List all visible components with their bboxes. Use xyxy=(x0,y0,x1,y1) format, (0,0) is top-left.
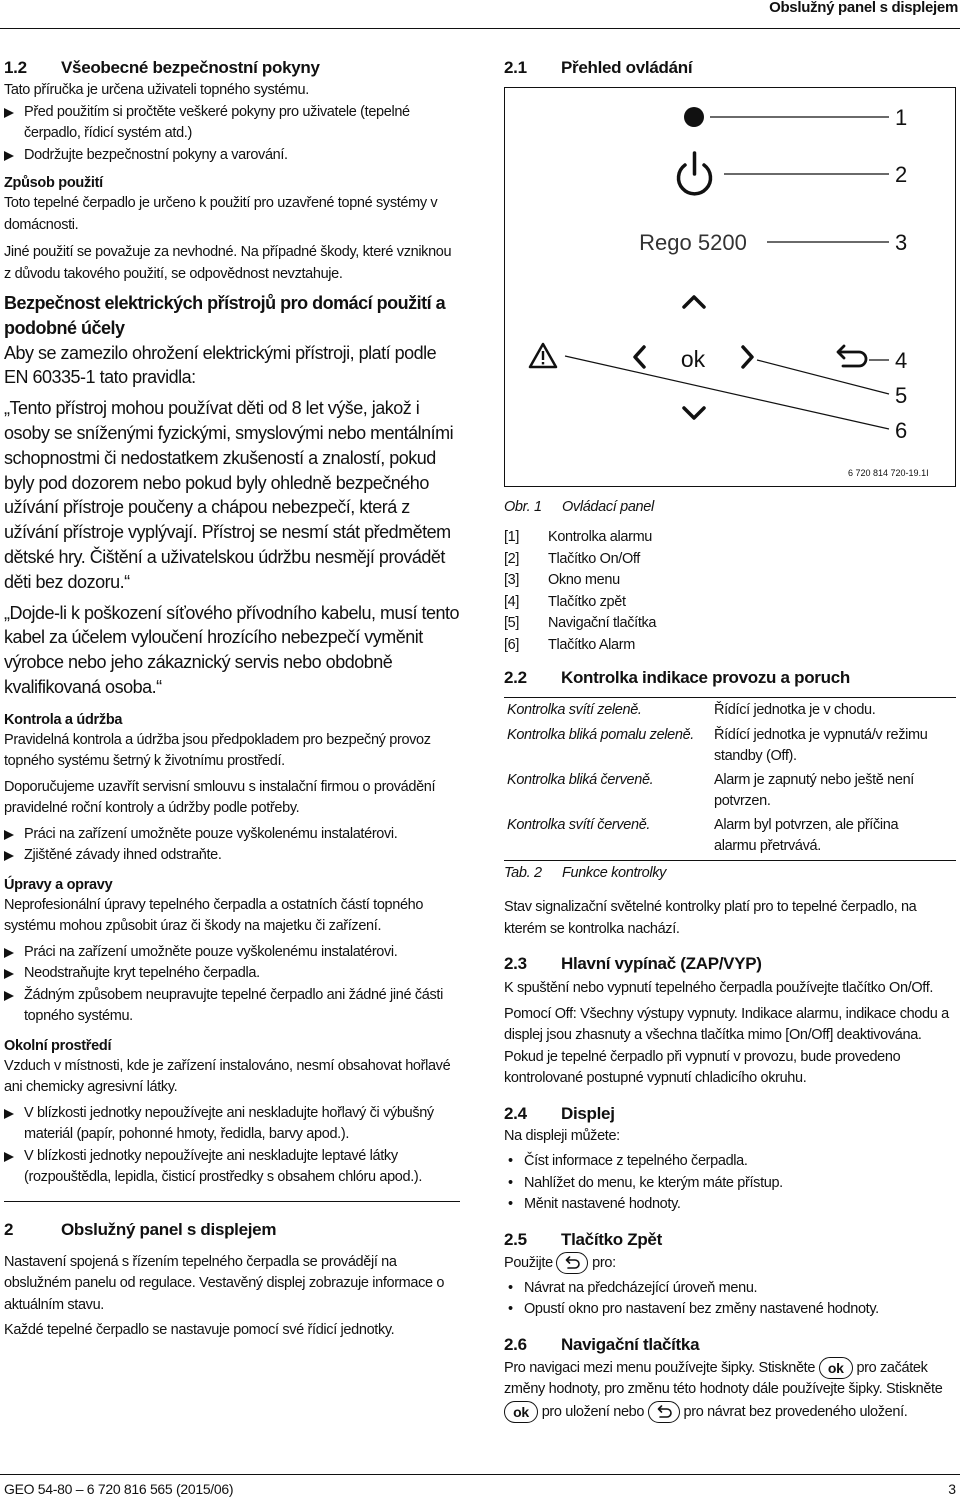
paragraph: Jiné použití se považuje za nevhodné. Na případné škody, které vzniknou z důvodu takového použití, se odpovědnost nevztahuje. xyxy=(4,244,452,282)
heading-text: Hlavní vypínač (ZAP/VYP) xyxy=(561,954,762,973)
heading-number: 2.5 xyxy=(504,1229,527,1249)
section-2-6-heading xyxy=(504,1335,956,1357)
heading-number: 2.3 xyxy=(504,954,527,973)
legend-item xyxy=(504,527,956,549)
legend-number: [5] xyxy=(504,615,520,631)
heading-text: Přehled ovládání xyxy=(561,58,693,77)
heading-number: 2.1 xyxy=(504,58,527,77)
legend-item xyxy=(504,570,956,592)
paragraph: Stav signalizační světelné kontrolky platí pro to tepelné čerpadlo, na kterém se kontrolka nachází. xyxy=(504,899,917,937)
up-arrow-icon xyxy=(684,297,704,307)
heading-text: Obslužný panel s displejem xyxy=(61,1219,277,1239)
back-icon xyxy=(838,346,866,366)
text-fragment: změny hodnoty, pro změnu této hodnoty dále používejte šipky. xyxy=(504,1381,883,1398)
list-item: • Nahlížet do menu, ke kterým máte přístup. xyxy=(504,1173,956,1195)
legend-text: Okno menu xyxy=(548,572,620,588)
safety-quote: „Tento přístroj mohou používat děti od 8 let výše, jakož i osoby se sníženými fyzickými, smyslovými nebo mentálními schopnostmi či nedostatkem zkušeností a znalostí, pokud byly pod dozorem nebo pokud byly ohledně bezpečného užívání přístroje poučeny a chápou nebezpečí, která z užívání přístroje vyplývají. Přístroj se nesmí stát předmětem dětské hry. Čištění a uživatelskou údržbu nesmějí provádět děti bez dozoru.“ xyxy=(4,398,454,592)
table-label: Tab. 2 xyxy=(504,865,542,881)
footer-doc-id: GEO 54-80 – 6 720 816 565 (2015/06) xyxy=(4,1481,234,1497)
list-item: Zjištěné závady ihned odstraňte. xyxy=(4,845,460,867)
text-fragment: pro návrat bez provedeného xyxy=(683,1403,856,1420)
legend-text: Kontrolka alarmu xyxy=(548,529,653,545)
legend-item xyxy=(504,635,956,657)
paragraph: K spuštění nebo vypnutí tepelného čerpadla používejte tlačítko On/Off. xyxy=(504,980,934,996)
section-1-2-heading xyxy=(4,58,460,80)
figure-caption-text: Ovládací panel xyxy=(562,499,654,515)
text-fragment: Stiskněte xyxy=(885,1381,943,1398)
legend-number: [6] xyxy=(504,636,520,653)
list-item: Před použitím si pročtěte veškeré pokyny pro uživatele (tepelné čerpadlo, řídicí systém atd.) xyxy=(4,102,460,145)
heading-text: Displej xyxy=(561,1103,615,1123)
table-caption-text: Funkce kontrolky xyxy=(562,865,666,881)
ok-label: ok xyxy=(680,346,706,372)
paragraph xyxy=(504,1357,956,1423)
callout-number: 2 xyxy=(895,162,908,187)
safety-paragraph: Aby se zamezilo ohrožení elektrickými přístroji, platí podle EN 60335-1 tato pravidla: xyxy=(4,342,437,388)
section-2-3-heading xyxy=(504,954,956,976)
down-arrow-icon xyxy=(684,408,704,418)
status-table xyxy=(504,697,956,861)
legend-number: [3] xyxy=(504,572,520,588)
list-item: • Návrat na předcházející úroveň menu. xyxy=(504,1278,956,1300)
legend-number: [2] xyxy=(504,550,520,567)
paragraph: Neprofesionální úpravy tepelného čerpadla a ostatních částí topného systému mohou způsobit úraz či škody na majetku či zařízení. xyxy=(4,896,424,935)
right-arrow-icon xyxy=(743,347,752,367)
list-item: Žádným způsobem neupravujte tepelné čerpadlo ani žádné jiné části topného systému. xyxy=(4,985,460,1028)
heading-text: Kontrolka indikace provozu a poruch xyxy=(561,668,850,687)
left-arrow-icon xyxy=(635,347,644,367)
text-fragment: pro uložení nebo xyxy=(541,1403,645,1420)
paragraph: Nastavení spojená s řízením tepelného čerpadla se provádějí na obslužném panelu od regulace. Vestavěný displej zobrazuje informace o aktuálním stavu. xyxy=(4,1253,445,1313)
safety-heading: Bezpečnost elektrických přístrojů pro domácí použití a podobné účely xyxy=(4,293,446,338)
ok-button-icon: ok xyxy=(819,1357,853,1379)
section-2-1-heading xyxy=(504,58,692,80)
legend-item xyxy=(504,549,956,571)
paragraph: Pomocí Off: Všechny výstupy vypnuty. Indikace alarmu, indikace chodu a displej jsou zhasnuty a všechna tlačítka mimo [On/Off] deaktivována. Pokud je tepelné čerpadlo při vypnutí v provozu, bude provedeno kontrolované postupné vypnutí chladicího okruhu. xyxy=(504,1005,949,1086)
legend-number: [1] xyxy=(504,529,520,545)
text-fragment: pro: xyxy=(592,1254,616,1271)
callout-line xyxy=(565,356,889,429)
legend-text: Tlačítko zpět xyxy=(548,593,626,610)
left-column xyxy=(4,58,460,1342)
paragraph xyxy=(504,1252,956,1274)
list-item: V blízkosti jednotky nepoužívejte ani neskladujte leptavé látky (rozpouštědla, lepidla, čisticí prostředky s obsahem chlóru apod.). xyxy=(4,1146,460,1189)
table-cell-state: Kontrolka bliká pomalu zeleně. xyxy=(507,727,694,743)
paragraph: Doporučujeme uzavřít servisní smlouvu s instalační firmou o provádění pravidelné roční kontroly a údržby podle potřeby. xyxy=(4,778,436,817)
paragraph: Každé tepelné čerpadlo se nastavuje pomocí své řídicí jednotky. xyxy=(4,1322,395,1339)
heading-number: 2.6 xyxy=(504,1334,527,1354)
legend-text: Tlačítko On/Off xyxy=(548,550,640,567)
ok-button-icon: ok xyxy=(504,1401,538,1423)
intro-text: Tato příručka je určena uživateli topného systému. xyxy=(4,82,309,98)
table-cell-meaning: Alarm je zapnutý nebo ještě není potvrzen. xyxy=(714,772,914,809)
section-2-4-heading xyxy=(504,1104,956,1126)
heading-number: 2.2 xyxy=(504,668,527,687)
right-column-lower xyxy=(504,897,956,1423)
list-item: Práci na zařízení umožněte pouze vyškolenému instalatérovi. xyxy=(4,942,460,964)
paragraph: Vzduch v místnosti, kde je zařízení instalováno, nesmí obsahovat hořlavé ani chemicky agresivní látky. xyxy=(4,1057,451,1096)
subheading-maintenance: Kontrola a údržba xyxy=(4,711,123,728)
section-rule xyxy=(4,1201,460,1202)
table-cell-meaning: Řídící jednotka je v chodu. xyxy=(714,702,876,718)
header-rule xyxy=(0,28,960,29)
list-item: V blízkosti jednotky nepoužívejte ani neskladujte hořlavý či výbušný materiál (papír, pohonné hmoty, ředidla, barvy apod.). xyxy=(4,1103,460,1146)
legend-item xyxy=(504,613,956,635)
subheading-use: Způsob použití xyxy=(4,175,103,191)
text-fragment: pro začátek xyxy=(856,1359,928,1376)
text-fragment: Použijte xyxy=(504,1254,553,1271)
heading-number: 1.2 xyxy=(4,58,27,77)
page-number: 3 xyxy=(948,1481,956,1497)
legend-text: Navigační tlačítka xyxy=(548,615,657,631)
safety-quote: „Dojde-li k poškození síťového přívodního kabelu, musí tento kabel za účelem vyloučení hrozícího nebezpečí vyměnit výrobce nebo jeho zákaznický servis nebo obdobně kvalifikovaná osoba.“ xyxy=(4,602,460,697)
heading-text: Navigační tlačítka xyxy=(561,1334,700,1354)
table-caption xyxy=(504,863,666,885)
legend-item xyxy=(504,592,956,614)
subheading-modifications: Úpravy a opravy xyxy=(4,876,113,893)
heading-text: Všeobecné bezpečnostní pokyny xyxy=(61,58,320,77)
text-fragment: uložení. xyxy=(859,1403,908,1420)
table-cell-state: Kontrolka svítí červeně. xyxy=(507,817,651,833)
figure-caption xyxy=(504,497,654,519)
control-panel-figure xyxy=(504,87,956,487)
paragraph: Na displeji můžete: xyxy=(504,1127,620,1144)
subheading-environment: Okolní prostředí xyxy=(4,1037,112,1054)
list-item: • Měnit nastavené hodnoty. xyxy=(504,1194,956,1216)
figure-legend xyxy=(504,527,956,656)
text-fragment: Pro navigaci mezi menu používejte šipky. Stiskněte xyxy=(504,1359,816,1376)
paragraph: Toto tepelné čerpadlo je určeno k použití pro uzavřené topné systémy v domácnosti. xyxy=(4,195,438,233)
section-2-2-heading xyxy=(504,668,850,690)
callout-line xyxy=(757,360,889,394)
list-item: • Číst informace z tepelného čerpadla. xyxy=(504,1151,956,1173)
warning-icon xyxy=(530,344,556,367)
figure-label: Obr. 1 xyxy=(504,499,542,515)
back-button-icon xyxy=(648,1401,680,1423)
control-panel-drawing xyxy=(505,88,955,486)
back-button-icon xyxy=(556,1252,588,1274)
list-item: Práci na zařízení umožněte pouze vyškolenému instalatérovi. xyxy=(4,824,460,846)
heading-number: 2.4 xyxy=(504,1103,527,1123)
heading-number: 2 xyxy=(4,1219,14,1239)
power-icon xyxy=(679,153,711,194)
list-item: Dodržujte bezpečnostní pokyny a varování. xyxy=(4,145,460,167)
footer-rule xyxy=(0,1474,960,1475)
table-cell-meaning: Řídící jednotka je vypnutá/v režimu standby (Off). xyxy=(714,727,928,764)
table-cell-state: Kontrolka svítí zeleně. xyxy=(507,702,642,718)
callout-number: 5 xyxy=(895,383,908,408)
heading-text: Tlačítko Zpět xyxy=(561,1229,662,1249)
list-item: • Opustí okno pro nastavení bez změny nastavené hodnoty. xyxy=(504,1299,956,1321)
callout-number: 3 xyxy=(895,230,908,255)
figure-code: 6 720 814 720-19.1I xyxy=(848,468,929,478)
callout-number: 1 xyxy=(895,105,908,130)
callout-number: 4 xyxy=(895,348,908,373)
list-item: Neodstraňujte kryt tepelného čerpadla. xyxy=(4,963,460,985)
table-cell-meaning: Alarm byl potvrzen, ale příčina alarmu přetrvává. xyxy=(714,817,899,854)
table-cell-state: Kontrolka bliká červeně. xyxy=(507,772,654,788)
paragraph: Pravidelná kontrola a údržba jsou předpokladem pro bezpečný provoz topného systému šetrný k životnímu prostředí. xyxy=(4,731,431,770)
alarm-lamp xyxy=(684,107,704,127)
legend-text: Tlačítko Alarm xyxy=(548,636,635,653)
page-header-title: Obslužný panel s displejem xyxy=(769,0,958,16)
callout-number: 6 xyxy=(895,418,908,443)
legend-number: [4] xyxy=(504,593,520,610)
display-text: Rego 5200 xyxy=(639,230,747,255)
section-2-heading xyxy=(4,1220,460,1244)
section-2-5-heading xyxy=(504,1230,956,1252)
